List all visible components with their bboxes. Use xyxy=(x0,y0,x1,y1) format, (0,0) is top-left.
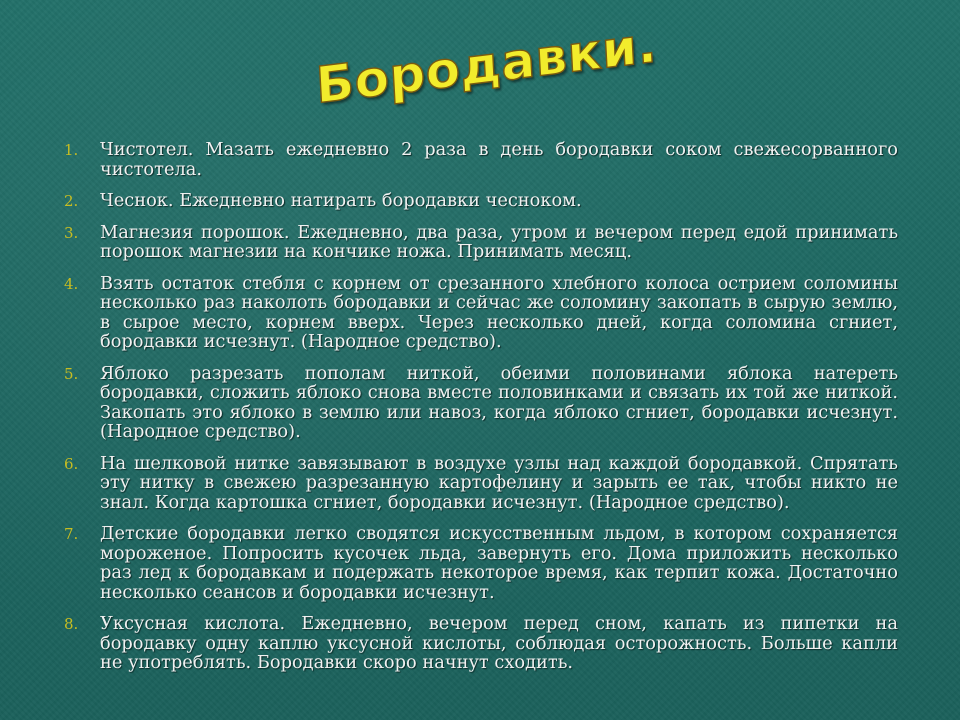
list-item-text: Магнезия порошок. Ежедневно, два раза, утром и вечером перед едой принимать порошок магнезии на кончике ножа. Принимать месяц. xyxy=(100,221,898,262)
list-item xyxy=(64,454,898,513)
list-item-number: 7. xyxy=(64,525,79,543)
list-item-text: Взять остаток стебля с корнем от срезанного хлебного колоса острием соломины несколько раз наколоть бородавки и сейчас же соломину закопать в сырую землю, в сырое место, корнем вверх. Через несколько дней, когда соломина сгниет, бородавки исчезнут. (Народное средство). xyxy=(100,272,898,352)
list-item-number: 1. xyxy=(64,141,79,159)
list-item-number: 4. xyxy=(64,274,79,293)
remedy-list xyxy=(64,140,898,685)
list-item-text: На шелковой нитке завязывают в воздухе узлы над каждой бородавкой. Спрятать эту нитку в свежею разрезанную картофелину и зарыть ее так, чтобы никто не знал. Когда картошка сгниет, бородавки исчезнут. (Народное средство). xyxy=(100,452,898,513)
list-item-text: Яблоко разрезать пополам ниткой, обеими половинами яблока натереть бородавки, сложить яблоко снова вместе половинками и связать их той же ниткой. Закопать это яблоко в землю или навоз, когда яблоко сгниет, бородавки исчезнут. (Народное средство). xyxy=(100,362,898,442)
list-item-text: Детские бородавки легко сводятся искусственным льдом, в котором сохраняется мороженое. Попросить кусочек льда, завернуть его. Дома приложить несколько раз лед к бородавкам и подержать некоторое время, как терпит кожа. Достаточно несколько сеансов и бородавки исчезнут. xyxy=(100,523,898,603)
list-item xyxy=(64,524,898,602)
list-item xyxy=(64,223,898,262)
list-item-number: 8. xyxy=(64,615,79,633)
list-item-number: 2. xyxy=(64,192,79,210)
list-item-text: Уксусная кислота. Ежедневно, вечером перед сном, капать из пипетки на бородавку одну каплю уксусной кислоты, соблюдая осторожность. Больше капли не употреблять. Бородавки скоро начнут сходить. xyxy=(100,613,898,673)
title-container xyxy=(314,15,659,124)
list-item-text: Чистотел. Мазать ежедневно 2 раза в день бородавки соком свежесорванного чистотела. xyxy=(100,139,898,180)
slide-title: Бородавки. xyxy=(314,15,659,115)
list-item-text: Чеснок. Ежедневно натирать бородавки чесноком. xyxy=(100,190,582,211)
list-item xyxy=(64,140,898,179)
list-item-number: 5. xyxy=(64,364,79,383)
list-item xyxy=(64,364,898,442)
list-item xyxy=(64,614,898,673)
list-item xyxy=(64,191,898,211)
list-item-number: 3. xyxy=(64,223,79,242)
list-item xyxy=(64,274,898,352)
list-item-number: 6. xyxy=(64,454,79,473)
